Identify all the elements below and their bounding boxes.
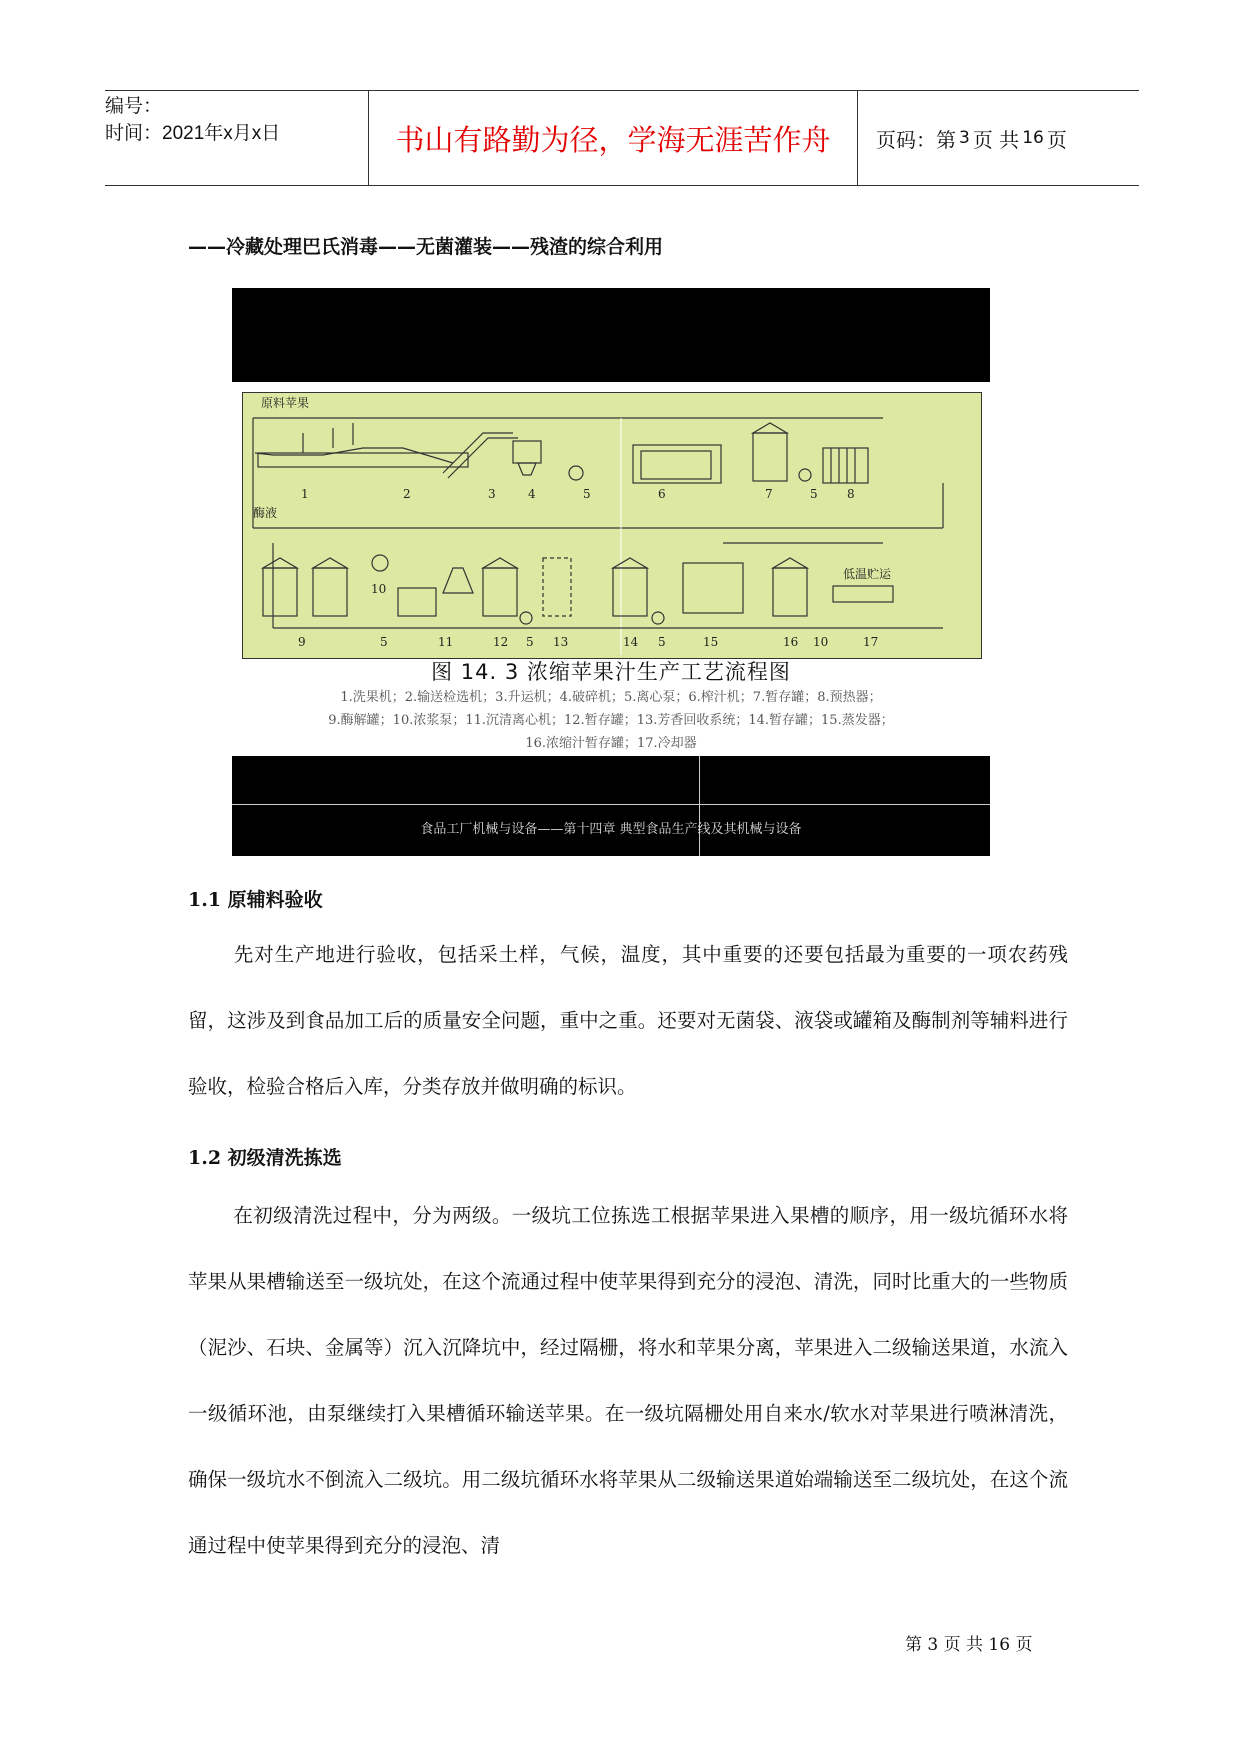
diagram-number: 4 (528, 487, 536, 501)
legend-line: 16.浓缩汁暂存罐；17.冷却器 (525, 736, 697, 751)
figure-footer-text: 食品工厂机械与设备——第十四章 典型食品生产线及其机械与设备 (420, 822, 802, 837)
diagram-number: 9 (298, 635, 306, 649)
page-mid: 页 共 (972, 127, 1020, 152)
process-diagram-svg (243, 393, 981, 658)
page-prefix: 页码：第 (876, 127, 956, 152)
diagram-number: 2 (403, 487, 411, 501)
time-label: 时间：2021年x月x日 (105, 123, 281, 144)
figure-bottom-black-band (232, 756, 990, 856)
diagram-number: 14 (623, 635, 639, 649)
figure-legend (232, 686, 990, 755)
header-motto: 书山有路勤为径，学海无涯苦作舟 (368, 91, 858, 185)
diagram-number: 1 (301, 487, 309, 501)
diagram-number: 10 (813, 635, 829, 649)
diagram-number: 3 (488, 487, 496, 501)
diagram-number: 5 (380, 635, 388, 649)
diagram-number: 16 (783, 635, 799, 649)
paragraph-text: 先对生产地进行验收，包括采土样，气候，温度，其中重要的还要包括最为重要的一项农药残留，这涉及到食品加工后的质量安全问题，重中之重。还要对无菌袋、液袋或罐箱及酶制剂等辅料进行验收，检验合格后入库，分类存放并做明确的标识。 (188, 943, 1068, 1098)
diagram-number: 13 (553, 635, 569, 649)
document-header (105, 90, 1139, 186)
diagram-number: 10 (371, 582, 387, 596)
diagram-number: 5 (583, 487, 591, 501)
diagram-number: 6 (658, 487, 666, 501)
section-paragraph (188, 1183, 1068, 1579)
diagram-number: 15 (703, 635, 719, 649)
figure-caption: 图 14. 3 浓缩苹果汁生产工艺流程图 (431, 660, 791, 684)
diagram-number: 8 (847, 487, 855, 501)
legend-line: 1.洗果机；2.输送检选机；3.升运机；4.破碎机；5.离心泵；6.榨汁机；7.暂存罐；8.预热器； (340, 690, 882, 705)
page-current: 3 (959, 128, 970, 148)
diagram-number: 5 (810, 487, 818, 501)
paragraph-text: 在初级清洗过程中，分为两级。一级坑工位拣选工根据苹果进入果槽的顺序，用一级坑循环水将苹果从果槽输送至一级坑处，在这个流通过程中使苹果得到充分的浸泡、清洗，同时比重大的一些物质（泥沙、石块、金属等）沉入沉降坑中，经过隔栅，将水和苹果分离，苹果进入二级输送果道，水流入一级循环池，由泵继续打入果槽循环输送苹果。在一级坑隔栅处用自来水/软水对苹果进行喷淋清洗，确保一级坑水不倒流入二级坑。用二级坑循环水将苹果从二级输送果道始端输送至二级坑处，在这个流通过程中使苹果得到充分的浸泡、清 (188, 1204, 1068, 1557)
page-suffix: 页 (1046, 127, 1067, 152)
page-total: 16 (1022, 128, 1044, 148)
process-diagram (242, 392, 982, 659)
page-footer: 第 3 页 共 16 页 (905, 1635, 1033, 1655)
section-heading: 1.2 初级清洗拣选 (188, 1147, 342, 1169)
serial-label: 编号： (105, 96, 163, 117)
lowtemp-label: 低温贮运 (843, 567, 892, 581)
diagram-number: 5 (526, 635, 534, 649)
diagram-number: 11 (438, 635, 454, 649)
section-heading: 1.1 原辅料验收 (188, 889, 323, 911)
process-flow-figure (232, 288, 990, 856)
flow-title: ——冷藏处理巴氏消毒——无菌灌装——残渣的综合利用 (188, 236, 664, 258)
enzyme-label: 酶液 (253, 506, 278, 520)
divider (699, 756, 700, 856)
section-paragraph (188, 922, 1068, 1120)
raw-apple-label: 原料苹果 (261, 396, 310, 410)
diagram-number: 17 (863, 635, 879, 649)
legend-line: 9.酶解罐；10.浓浆泵；11.沉清离心机；12.暂存罐；13.芳香回收系统；14.暂存罐；15.蒸发器； (328, 713, 894, 728)
diagram-number: 5 (658, 635, 666, 649)
diagram-number: 7 (765, 487, 773, 501)
diagram-number: 12 (493, 635, 509, 649)
figure-top-black-band (232, 288, 990, 382)
header-left-cell (105, 91, 367, 187)
divider (232, 804, 990, 805)
header-page-number (858, 91, 1156, 185)
